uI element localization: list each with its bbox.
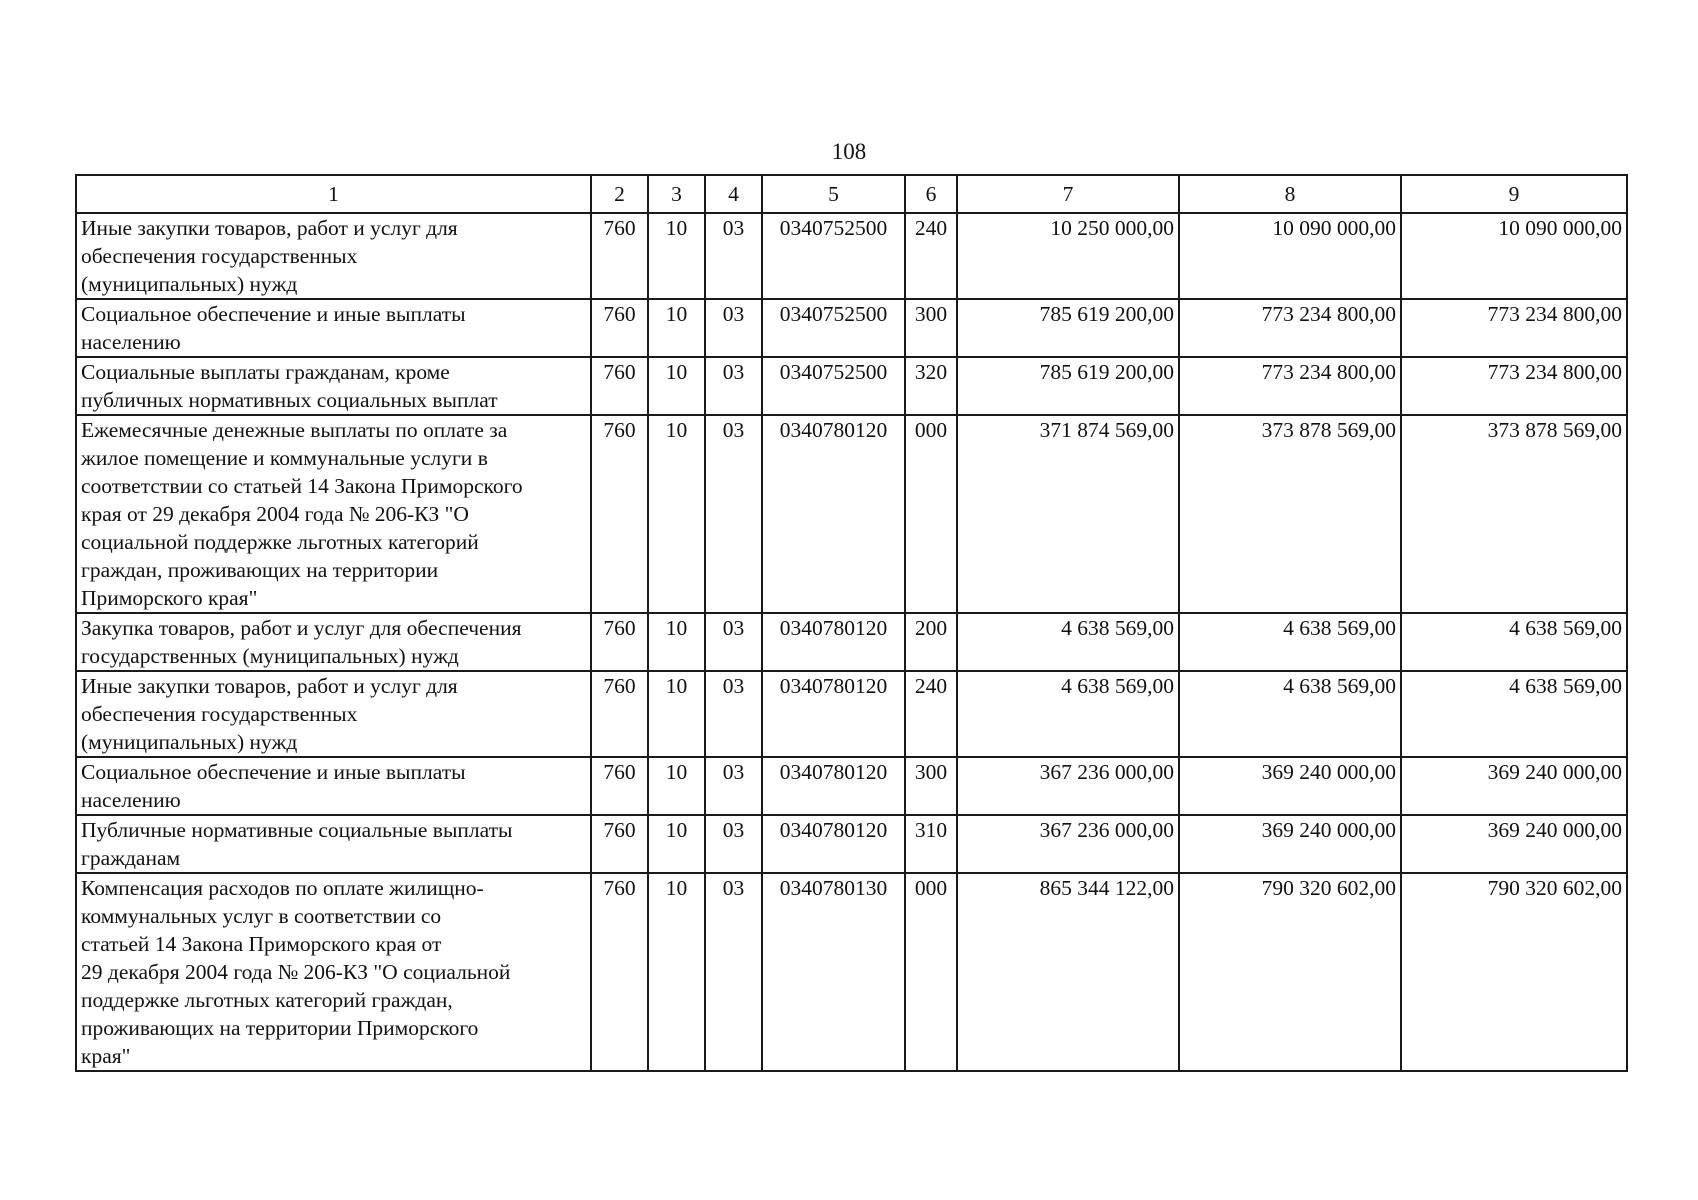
amount-col-8: 10 090 000,00 <box>1179 213 1401 299</box>
code-subsection: 03 <box>705 613 762 671</box>
code-subsection: 03 <box>705 299 762 357</box>
code-target-article: 0340780120 <box>762 613 905 671</box>
code-expense-type: 000 <box>905 873 957 1071</box>
table-row <box>76 213 1627 299</box>
row-description: Компенсация расходов по оплате жилищно- коммунальных услуг в соответствии со статьей 14 Закона Приморского края от 29 декабря 2004 года № 206-КЗ "О социальной поддержке льготных категорий граждан, проживающих на территории Приморского края" <box>76 873 591 1071</box>
amount-col-8: 773 234 800,00 <box>1179 357 1401 415</box>
table-row <box>76 815 1627 873</box>
code-ministry: 760 <box>591 299 648 357</box>
code-ministry: 760 <box>591 613 648 671</box>
code-subsection: 03 <box>705 415 762 613</box>
code-target-article: 0340780120 <box>762 415 905 613</box>
row-description: Публичные нормативные социальные выплаты гражданам <box>76 815 591 873</box>
code-subsection: 03 <box>705 873 762 1071</box>
code-subsection: 03 <box>705 757 762 815</box>
code-ministry: 760 <box>591 415 648 613</box>
code-expense-type: 000 <box>905 415 957 613</box>
code-section: 10 <box>648 213 705 299</box>
amount-col-7: 10 250 000,00 <box>957 213 1179 299</box>
code-expense-type: 320 <box>905 357 957 415</box>
column-header-8: 8 <box>1179 175 1401 213</box>
code-section: 10 <box>648 757 705 815</box>
table-row <box>76 299 1627 357</box>
row-description: Ежемесячные денежные выплаты по оплате за жилое помещение и коммунальные услуги в соответствии со статьей 14 Закона Приморского края от 29 декабря 2004 года № 206-КЗ "О социальной поддержке льготных категорий граждан, проживающих на территории Приморского края" <box>76 415 591 613</box>
code-target-article: 0340752500 <box>762 357 905 415</box>
amount-col-8: 773 234 800,00 <box>1179 299 1401 357</box>
column-header-3: 3 <box>648 175 705 213</box>
amount-col-7: 4 638 569,00 <box>957 671 1179 757</box>
code-subsection: 03 <box>705 671 762 757</box>
code-section: 10 <box>648 415 705 613</box>
amount-col-8: 4 638 569,00 <box>1179 613 1401 671</box>
code-target-article: 0340780120 <box>762 815 905 873</box>
code-expense-type: 300 <box>905 757 957 815</box>
column-header-7: 7 <box>957 175 1179 213</box>
amount-col-9: 373 878 569,00 <box>1401 415 1627 613</box>
code-expense-type: 240 <box>905 213 957 299</box>
table-row <box>76 357 1627 415</box>
amount-col-7: 785 619 200,00 <box>957 357 1179 415</box>
column-header-2: 2 <box>591 175 648 213</box>
code-section: 10 <box>648 299 705 357</box>
table-row <box>76 757 1627 815</box>
amount-col-9: 773 234 800,00 <box>1401 357 1627 415</box>
amount-col-9: 10 090 000,00 <box>1401 213 1627 299</box>
code-section: 10 <box>648 873 705 1071</box>
amount-col-7: 367 236 000,00 <box>957 757 1179 815</box>
code-target-article: 0340752500 <box>762 299 905 357</box>
amount-col-8: 369 240 000,00 <box>1179 757 1401 815</box>
amount-col-7: 4 638 569,00 <box>957 613 1179 671</box>
amount-col-7: 785 619 200,00 <box>957 299 1179 357</box>
column-header-4: 4 <box>705 175 762 213</box>
table-row <box>76 671 1627 757</box>
code-ministry: 760 <box>591 757 648 815</box>
row-description: Закупка товаров, работ и услуг для обеспечения государственных (муниципальных) нужд <box>76 613 591 671</box>
amount-col-9: 369 240 000,00 <box>1401 815 1627 873</box>
amount-col-9: 773 234 800,00 <box>1401 299 1627 357</box>
column-header-9: 9 <box>1401 175 1627 213</box>
header-row <box>76 175 1627 213</box>
amount-col-9: 790 320 602,00 <box>1401 873 1627 1071</box>
amount-col-8: 4 638 569,00 <box>1179 671 1401 757</box>
code-expense-type: 300 <box>905 299 957 357</box>
code-ministry: 760 <box>591 357 648 415</box>
code-ministry: 760 <box>591 873 648 1071</box>
row-description: Иные закупки товаров, работ и услуг для обеспечения государственных (муниципальных) нужд <box>76 671 591 757</box>
budget-table <box>75 174 1628 1072</box>
amount-col-7: 371 874 569,00 <box>957 415 1179 613</box>
amount-col-7: 865 344 122,00 <box>957 873 1179 1071</box>
code-section: 10 <box>648 671 705 757</box>
amount-col-8: 373 878 569,00 <box>1179 415 1401 613</box>
amount-col-9: 4 638 569,00 <box>1401 671 1627 757</box>
amount-col-8: 790 320 602,00 <box>1179 873 1401 1071</box>
code-subsection: 03 <box>705 213 762 299</box>
code-expense-type: 240 <box>905 671 957 757</box>
code-subsection: 03 <box>705 815 762 873</box>
code-section: 10 <box>648 357 705 415</box>
code-target-article: 0340752500 <box>762 213 905 299</box>
amount-col-8: 369 240 000,00 <box>1179 815 1401 873</box>
code-subsection: 03 <box>705 357 762 415</box>
page-number: 108 <box>831 139 867 164</box>
column-header-1: 1 <box>76 175 591 213</box>
row-description: Социальное обеспечение и иные выплаты населению <box>76 757 591 815</box>
code-expense-type: 200 <box>905 613 957 671</box>
amount-col-7: 367 236 000,00 <box>957 815 1179 873</box>
table-row <box>76 613 1627 671</box>
code-section: 10 <box>648 815 705 873</box>
column-header-5: 5 <box>762 175 905 213</box>
code-target-article: 0340780120 <box>762 757 905 815</box>
code-section: 10 <box>648 613 705 671</box>
amount-col-9: 369 240 000,00 <box>1401 757 1627 815</box>
column-header-6: 6 <box>905 175 957 213</box>
code-target-article: 0340780120 <box>762 671 905 757</box>
table-row <box>76 415 1627 613</box>
row-description: Иные закупки товаров, работ и услуг для обеспечения государственных (муниципальных) нужд <box>76 213 591 299</box>
row-description: Социальное обеспечение и иные выплаты населению <box>76 299 591 357</box>
code-ministry: 760 <box>591 213 648 299</box>
code-ministry: 760 <box>591 815 648 873</box>
code-ministry: 760 <box>591 671 648 757</box>
row-description: Социальные выплаты гражданам, кроме публичных нормативных социальных выплат <box>76 357 591 415</box>
code-target-article: 0340780130 <box>762 873 905 1071</box>
code-expense-type: 310 <box>905 815 957 873</box>
table-row <box>76 873 1627 1071</box>
amount-col-9: 4 638 569,00 <box>1401 613 1627 671</box>
